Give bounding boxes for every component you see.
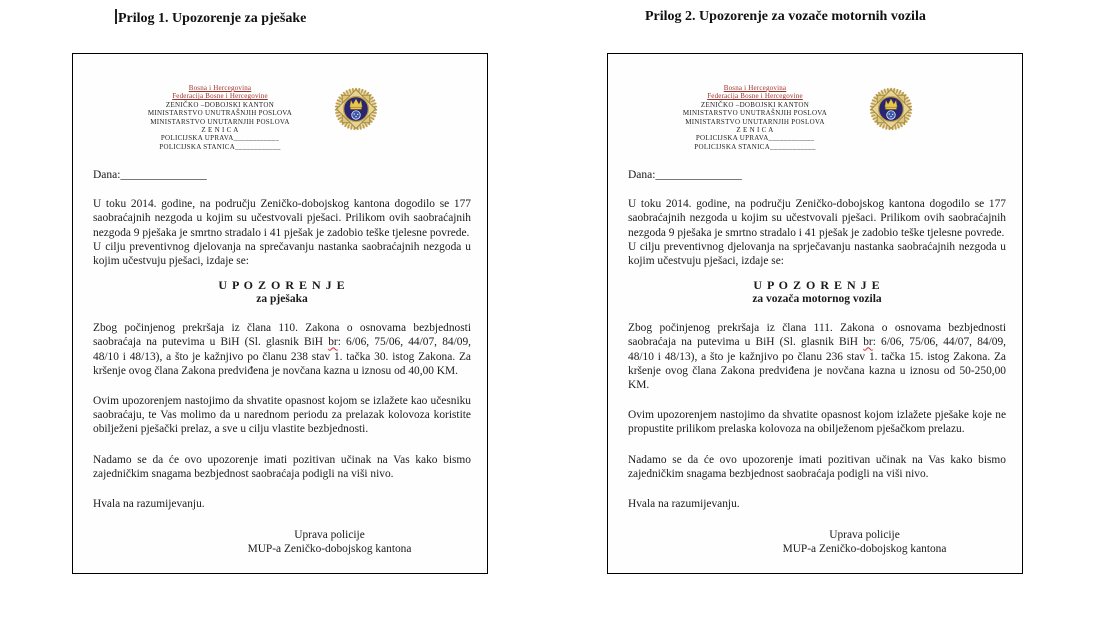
signature-line2: MUP-a Zeničko-dobojskog kantona	[782, 542, 947, 555]
date-field: Dana:_______________	[628, 169, 742, 182]
warning-title: U P O Z O R E N J E	[753, 278, 881, 293]
letterhead-country: Bosna i Hercegovina	[723, 84, 787, 92]
law-text-post: : 6/06, 75/06, 44/07, 84/09, 48/10 i 48/13), a što je kažnjivo po članu 238 stav 1. tačka 30. istog Zakona. Za kršenje ovog člana Zakona predviđena je novčana kazna u iznosu od 40,00 KM.	[93, 336, 471, 377]
purpose-paragraph: U cilju preventivnog djelovanja na sprječavanju nastanka saobraćajnih nezgoda u kojim učestvuju pješaci, izdaje se:	[628, 240, 1006, 268]
document-page-pedestrian-warning	[72, 53, 488, 574]
letterhead	[113, 84, 471, 151]
law-text-pre: Zbog počinjenog prekršaja iz člana 110. Zakona o osnovama bezbjednosti saobraćaja na putevima u BiH (Sl. glasnik BiH	[93, 322, 471, 349]
intro-paragraph: U toku 2014. godine, na području Zeničko-dobojskog kantona dogodilo se 177 saobraćajnih nezgoda u kojim su učestvovali pješaci. Prilikom ovih saobraćajnih nezgoda 9 pješaka je smrtno stradalo i 41 pješak je zadobio teške tjelesne povrede.	[93, 198, 471, 239]
law-text-post: : 6/06, 75/06, 44/07, 84/09, 48/10 i 48/13), a što je kažnjivo po članu 236 stav 1. tačka 15. istog Zakona. Za kršenje ovog člana Zakona predviđena je novčana kazna u iznosu od 50-250,00 KM.	[628, 336, 1006, 392]
letterhead-ministry-hr: MINISTARSTVO UNUTARNJIH POSLOVA	[150, 117, 290, 126]
letterhead-city: Z E N I C A	[736, 126, 774, 135]
advice-paragraph: Ovim upozorenjem nastojimo da shvatite opasnost kojom se izlažete kao učesniku saobraćaju, te Vas molimo da u narednom periodu za prelazak kolovoza koristite obilježeni pješački prelaz, a sve u cilju vlastite bezbjednosti.	[93, 395, 471, 436]
letterhead-canton: ZENIČKO –DOBOJSKI KANTON	[700, 100, 810, 109]
advice-paragraph: Ovim upozorenjem nastojimo da shvatite opasnost kojom izlažete pješake koje ne propustite prilikom prelaska kolovoza na obilježenom pješačkom prelazu.	[628, 409, 1006, 436]
warning-subtitle: za pješaka	[256, 293, 308, 306]
warning-title: U P O Z O R E N J E	[218, 278, 346, 293]
intro-paragraph: U toku 2014. godine, na području Zeničko-dobojskog kantona dogodilo se 177 saobraćajnih nezgoda u kojim su učestvovali pješaci. Prilikom ovih saobraćajnih nezgoda 9 pješaka je smrtno stradalo i 41 pješak je zadobio teške tjelesne povrede.	[628, 198, 1006, 239]
purpose-paragraph: U cilju preventivnog djelovanja na sprečavanju nastanka saobraćajnih nezgoda u kojim učestvuju pješaci, izdaje se:	[93, 240, 471, 268]
law-paragraph	[93, 321, 471, 378]
police-crest-icon	[868, 86, 914, 137]
police-crest-icon	[333, 86, 379, 137]
letterhead-ministry-bs: MINISTARSTVO UNUTRAŠNJIH POSLOVA	[147, 109, 293, 118]
signature-block	[212, 529, 447, 556]
letterhead	[648, 84, 1006, 151]
hope-paragraph: Nadamo se da će ovo upozorenje imati pozitivan učinak na Vas kako bismo zajedničkim snagama bezbjednost saobraćaja podigli na viši nivo.	[93, 453, 471, 480]
letterhead-canton: ZENIČKO –DOBOJSKI KANTON	[165, 100, 275, 109]
document-page-driver-warning	[607, 53, 1023, 574]
letterhead-city: Z E N I C A	[201, 126, 239, 135]
warning-heading	[93, 278, 471, 305]
law-text-br-misspelled: br	[328, 336, 338, 349]
letterhead-federation: Federacija Bosne i Hercegovine	[172, 92, 268, 101]
signature-line2: MUP-a Zeničko-dobojskog kantona	[247, 542, 412, 555]
attachment-1-title	[115, 9, 306, 27]
warning-subtitle: za vozača motornog vozila	[752, 293, 882, 306]
date-field: Dana:_______________	[93, 169, 207, 182]
letterhead-country: Bosna i Hercegovina	[188, 84, 252, 92]
letterhead-ministry-hr: MINISTARSTVO UNUTARNJIH POSLOVA	[685, 117, 825, 126]
thanks-paragraph: Hvala na razumijevanju.	[93, 498, 205, 511]
hope-paragraph: Nadamo se da će ovo upozorenje imati pozitivan učinak na Vas kako bismo zajedničkim snagama bezbjednost saobraćaja podigli na viši nivo.	[628, 453, 1006, 480]
signature-line1: Uprava policije	[829, 529, 900, 542]
letterhead-ministry-bs: MINISTARSTVO UNUTRAŠNJIH POSLOVA	[682, 109, 828, 118]
signature-line1: Uprava policije	[294, 529, 365, 542]
law-text-br-misspelled: br	[863, 336, 873, 349]
letterhead-text	[113, 84, 327, 151]
law-paragraph	[628, 321, 1006, 392]
letterhead-police-station: POLICIJSKA STANICA____________	[694, 142, 816, 151]
signature-block	[747, 529, 982, 556]
letterhead-police-admin: POLICIJSKA UPRAVA____________	[695, 134, 815, 143]
letterhead-police-admin: POLICIJSKA UPRAVA____________	[160, 134, 280, 143]
letterhead-federation: Federacija Bosne i Hercegovine	[707, 92, 803, 101]
attachment-1-title-text: Prilog 1. Upozorenje za pješake	[118, 11, 307, 26]
law-text-pre: Zbog počinjenog prekršaja iz člana 111. Zakona o osnovama bezbjednosti saobraćaja na putevima u BiH (Sl. glasnik BiH	[628, 322, 1006, 349]
text-cursor-icon	[115, 9, 117, 24]
attachment-2-title: Prilog 2. Upozorenje za vozače motornih vozila	[645, 9, 926, 24]
thanks-paragraph: Hvala na razumijevanju.	[628, 498, 740, 511]
letterhead-text	[648, 84, 862, 151]
letterhead-police-station: POLICIJSKA STANICA____________	[159, 142, 281, 151]
warning-heading	[628, 278, 1006, 305]
